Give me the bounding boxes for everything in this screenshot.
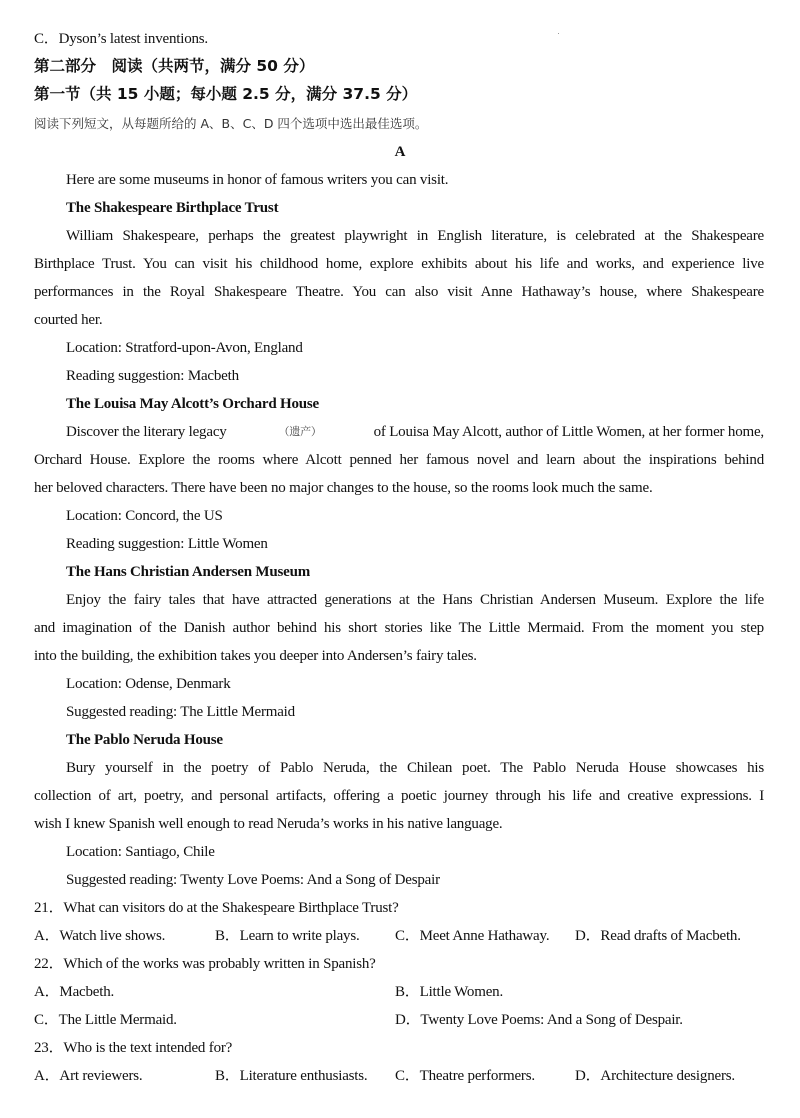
museum-text-line: performances in the Royal Shakespeare Theatre. You can also visit Anne Hathaway’s house, where Shakespeare: [34, 284, 764, 300]
museum-text-line: collection of art, poetry, and personal artifacts, offering a poetic journey through his life and creative expressions. I: [34, 788, 764, 804]
answer-option[interactable]: C．Meet Anne Hathaway.: [395, 928, 550, 944]
museum-reading: Reading suggestion: Little Women: [66, 536, 268, 552]
answer-option[interactable]: A．Watch live shows.: [34, 928, 166, 944]
museum-text-line: her beloved characters. There have been no major changes to the house, so the rooms look much the same.: [34, 480, 653, 496]
answer-option[interactable]: B．Literature enthusiasts.: [215, 1068, 368, 1084]
museum-title: The Hans Christian Andersen Museum: [66, 564, 311, 580]
museum-text-line: Bury yourself in the poetry of Pablo Neruda, the Chilean poet. The Pablo Neruda House showcases his: [66, 760, 764, 776]
answer-option[interactable]: A．Macbeth.: [34, 984, 115, 1000]
museum-text-line: [66, 423, 764, 441]
museum-location: Location: Santiago, Chile: [66, 844, 215, 860]
answer-option[interactable]: D．Architecture designers.: [575, 1068, 735, 1084]
museum-location: Location: Stratford-upon-Avon, England: [66, 340, 303, 356]
answer-option[interactable]: C．The Little Mermaid.: [34, 1012, 177, 1028]
museum-reading: Suggested reading: The Little Mermaid: [66, 704, 295, 720]
museum-title: The Louisa May Alcott’s Orchard House: [66, 396, 320, 412]
part-heading: 第二部分 阅读（共两节，满分 50 分）: [34, 57, 315, 75]
question-stem: 22．Which of the works was probably written in Spanish?: [34, 956, 376, 972]
chinese-gloss: （遗产）: [278, 425, 322, 438]
museum-location: Location: Odense, Denmark: [66, 676, 231, 692]
museum-text-line: Birthplace Trust. You can visit his childhood home, explore exhibits about his life and works, and experience live: [34, 256, 764, 272]
museum-title: The Pablo Neruda House: [66, 732, 223, 748]
question-stem: 21．What can visitors do at the Shakespeare Birthplace Trust?: [34, 900, 399, 916]
museum-text-line: wish I knew Spanish well enough to read Neruda’s works in his native language.: [34, 816, 503, 832]
museum-text-line: and imagination of the Danish author behind his short stories like The Little Mermaid. From the moment you step: [34, 620, 764, 636]
museum-text-line: into the building, the exhibition takes you deeper into Andersen’s fairy tales.: [34, 648, 477, 664]
text-segment: of Louisa May Alcott, author of Little Women, at her former home,: [373, 424, 764, 440]
answer-option[interactable]: D．Read drafts of Macbeth.: [575, 928, 741, 944]
answer-option[interactable]: A．Art reviewers.: [34, 1068, 143, 1084]
answer-option[interactable]: C．Theatre performers.: [395, 1068, 535, 1084]
section-heading: 第一节（共 15 小题；每小题 2.5 分，满分 37.5 分）: [34, 85, 418, 103]
museum-reading: Suggested reading: Twenty Love Poems: And a Song of Despair: [66, 872, 440, 888]
passage-label: A: [394, 144, 406, 160]
answer-option[interactable]: B．Learn to write plays.: [215, 928, 360, 944]
museum-text-line: Orchard House. Explore the rooms where Alcott penned her famous novel and learn about the inspirations behind: [34, 452, 764, 468]
museum-text-line: Enjoy the fairy tales that have attracted generations at the Hans Christian Andersen Museum. Explore the life: [66, 592, 764, 608]
text-segment: Discover the literary legacy: [66, 424, 227, 440]
question-stem: 23．Who is the text intended for?: [34, 1040, 233, 1056]
museum-text-line: William Shakespeare, perhaps the greatest playwright in English literature, is celebrated at the Shakespeare: [66, 228, 764, 244]
passage-intro: Here are some museums in honor of famous writers you can visit.: [66, 172, 449, 188]
answer-option[interactable]: B．Little Women.: [395, 984, 504, 1000]
museum-title: The Shakespeare Birthplace Trust: [66, 200, 279, 216]
museum-location: Location: Concord, the US: [66, 508, 223, 524]
museum-reading: Reading suggestion: Macbeth: [66, 368, 239, 384]
answer-option[interactable]: D．Twenty Love Poems: And a Song of Despair.: [395, 1012, 683, 1028]
instructions: 阅读下列短文，从每题所给的 A、B、C、D 四个选项中选出最佳选项。: [34, 116, 428, 131]
previous-option: C．Dyson’s latest inventions.: [34, 31, 208, 47]
museum-text-line: courted her.: [34, 312, 103, 328]
